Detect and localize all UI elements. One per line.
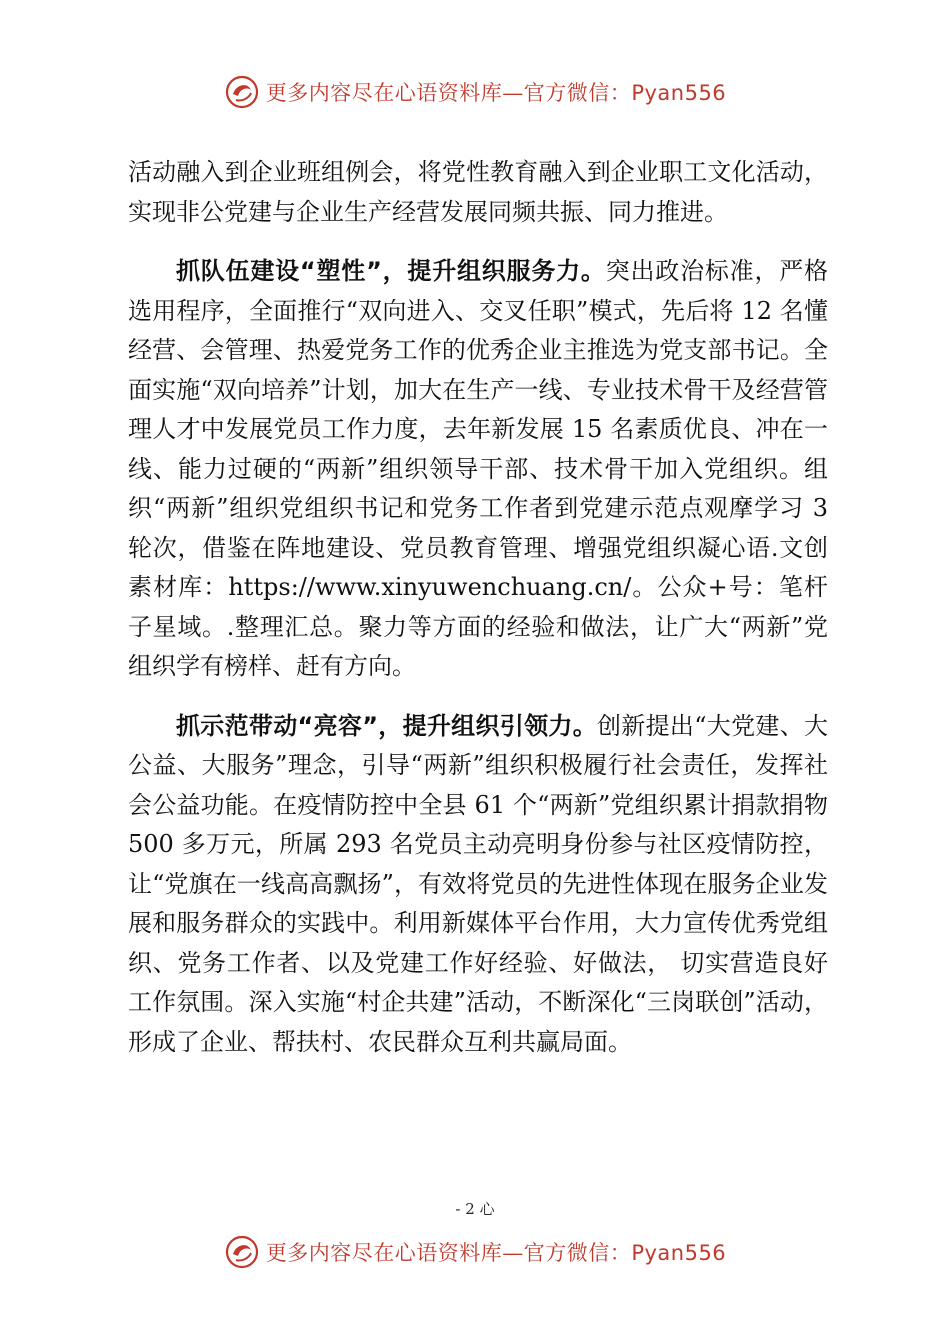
paragraph-body: 突出政治标准，严格选用程序，全面推行“双向进入、交叉任职”模式，先后将 12 名懂经营、会管理、热爱党务工作的优秀企业主推选为党支部书记。全面实施“双向培养”计划，加大在生产一线、专业技术骨干及经营管理人才中发展党员工作力度，去年新发展 15 名素质优良、冲在一线、能力过硬的“两新”组织领导干部、技术骨干加入党组织。组织“两新”组织党组织书记和党务工作者到党建示范点观摩学习 3 轮次，借鉴在阵地建设、党员教育管理、增强党组织凝心语.文创素材库：https://www.xinyuwenchuang.cn/。公众+号：笔杆子星域。.整理汇总。聚力等方面的经验和做法，让广大“两新”党组织学有榜样、赶有方向。 [128, 257, 829, 680]
paragraph-demonstration [128, 707, 828, 1063]
paragraph-heading: 抓队伍建设“塑性”，提升组织服务力。 [176, 257, 606, 285]
watermark-text: 更多内容尽在心语资料库—官方微信：Pyan556 [265, 81, 727, 105]
document-body [128, 153, 828, 1062]
paragraph-body: 活动融入到企业班组例会，将党性教育融入到企业职工文化活动，实现非公党建与企业生产经营发展同频共振、同力推进。 [128, 158, 828, 226]
paragraph-body: 创新提出“大党建、大公益、大服务”理念，引导“两新”组织积极履行社会责任，发挥社会公益功能。在疫情防控中全县 61 个“两新”党组织累计捐款捐物 500 多万元，所属 293 名党员主动亮明身份参与社区疫情防控，让“党旗在一线高高飘扬”，有效将党员的先进性体现在服务企业发展和服务群众的实践中。利用新媒体平台作用，大力宣传优秀党组织、党务工作者、以及党建工作好经验、好做法， 切实营造良好工作氛围。深入实施“村企共建”活动，不断深化“三岗联创”活动，形成了企业、帮扶村、农民群众互利共赢局面。 [128, 711, 828, 1056]
paragraph-team-building [128, 252, 828, 687]
page-number: - 2 心 [455, 1200, 495, 1218]
seal-logo-icon [224, 74, 260, 110]
footer-watermark-banner [0, 1232, 950, 1272]
paragraph-continued [128, 153, 828, 232]
header-watermark-banner [0, 72, 950, 112]
paragraph-heading: 抓示范带动“亮容”，提升组织引领力。 [176, 711, 597, 740]
seal-logo-icon [224, 1234, 260, 1270]
watermark-text: 更多内容尽在心语资料库—官方微信：Pyan556 [265, 1241, 727, 1265]
